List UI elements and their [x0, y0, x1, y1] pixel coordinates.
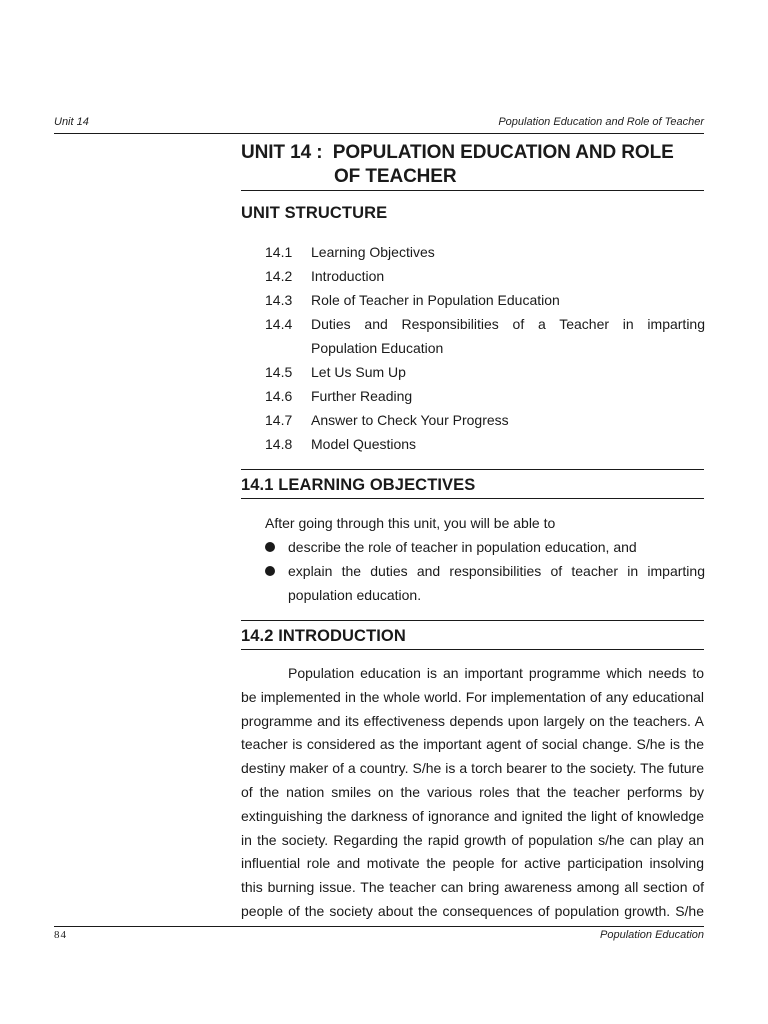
- toc-number: 14.1: [265, 244, 293, 260]
- learning-objectives-heading: 14.1 LEARNING OBJECTIVES: [241, 476, 476, 494]
- bullet-icon: [265, 566, 275, 576]
- unit-title: [241, 141, 711, 189]
- paragraph-line: of the nation smiles on the various roles that the teacher performs by: [241, 783, 704, 800]
- toc-text: Let Us Sum Up: [311, 364, 406, 380]
- unit-structure-heading: UNIT STRUCTURE: [241, 204, 388, 222]
- section-rule-top: [241, 469, 704, 470]
- toc-text: Further Reading: [311, 388, 413, 404]
- objective-text: describe the role of teacher in population education, and: [288, 539, 637, 555]
- paragraph-line: be implemented in the whole world. For implementation of any educational: [241, 688, 704, 705]
- unit-title-line1: UNIT 14 : POPULATION EDUCATION AND ROLE: [241, 142, 674, 163]
- toc-item: [265, 312, 705, 360]
- toc-item: [265, 408, 705, 432]
- objectives-list: [265, 535, 705, 607]
- toc-text: Role of Teacher in Population Education: [311, 292, 560, 308]
- objective-item: [265, 535, 705, 559]
- toc-text: Introduction: [311, 268, 385, 284]
- toc-text: Answer to Check Your Progress: [311, 412, 509, 428]
- unit-title-line2: OF TEACHER: [334, 166, 457, 187]
- objective-item: [265, 559, 705, 607]
- page-number: 84: [54, 929, 67, 941]
- header-rule: [54, 133, 704, 134]
- paragraph-line: in the society. Regarding the rapid growth of population s/he can play an: [241, 831, 704, 848]
- toc-item: [265, 240, 705, 264]
- toc-number: 14.4: [265, 316, 293, 332]
- toc-number: 14.6: [265, 388, 293, 404]
- paragraph-line: programme and its effectiveness depends upon largely on the teachers. A: [241, 712, 704, 729]
- toc-item: [265, 360, 705, 384]
- toc-number: 14.3: [265, 292, 293, 308]
- toc-number: 14.8: [265, 436, 293, 452]
- introduction-paragraph: [241, 662, 704, 924]
- toc-text: Learning Objectives: [311, 244, 435, 260]
- toc-item: [265, 384, 705, 408]
- toc-item: [265, 264, 705, 288]
- bullet-icon: [265, 542, 275, 552]
- toc-number: 14.5: [265, 364, 293, 380]
- toc-text: Model Questions: [311, 436, 417, 452]
- section-rule-bottom: [241, 649, 704, 650]
- running-header-right: Population Education and Role of Teacher: [498, 116, 704, 128]
- footer-rule: [54, 926, 704, 927]
- paragraph-line: people of the society about the consequences of population growth. S/he: [241, 902, 704, 919]
- toc-item: [265, 432, 705, 456]
- title-rule: [241, 190, 704, 191]
- paragraph-line: influential role and motivate the people for active participation insolving: [241, 855, 704, 872]
- toc-text: Duties and Responsibilities of a Teacher in imparting Population Education: [311, 316, 705, 356]
- footer-title: Population Education: [600, 929, 704, 941]
- objective-text: explain the duties and responsibilities of teacher in imparting population education.: [288, 563, 705, 603]
- section-rule-bottom: [241, 498, 704, 499]
- introduction-heading: 14.2 INTRODUCTION: [241, 627, 406, 645]
- section-rule-top: [241, 620, 704, 621]
- paragraph-line: Population education is an important programme which needs to: [288, 665, 704, 681]
- paragraph-line: destiny maker of a country. S/he is a torch bearer to the society. The future: [241, 760, 704, 777]
- toc-item: [265, 288, 705, 312]
- unit-structure-list: [265, 240, 705, 456]
- paragraph-line: teacher is considered as the important agent of social change. S/he is the: [241, 736, 704, 753]
- toc-number: 14.2: [265, 268, 293, 284]
- objectives-intro: After going through this unit, you will be able to: [265, 515, 556, 531]
- paragraph-line: extinguishing the darkness of ignorance and ignited the light of knowledge: [241, 807, 704, 824]
- paragraph-line: this burning issue. The teacher can bring awareness among all section of: [241, 879, 704, 896]
- running-header-left: Unit 14: [54, 116, 89, 128]
- toc-number: 14.7: [265, 412, 293, 428]
